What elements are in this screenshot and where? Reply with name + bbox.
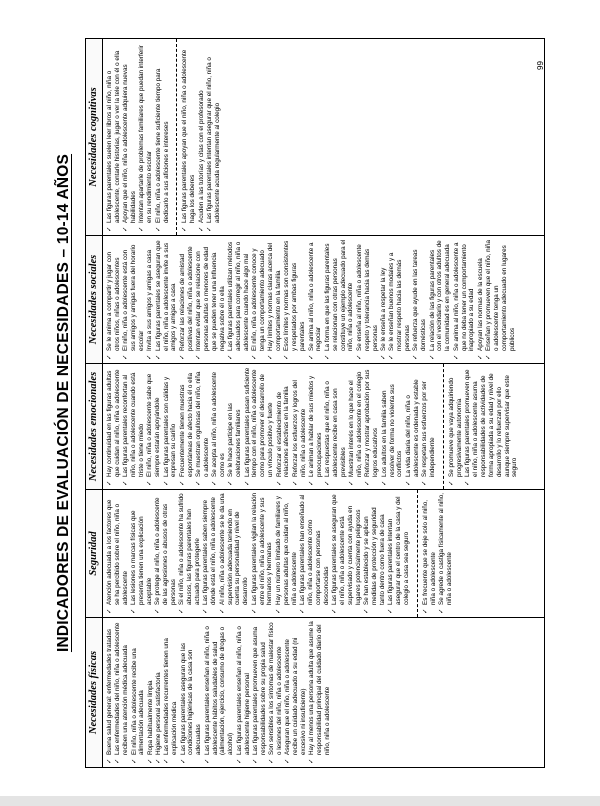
indicator-list	[181, 42, 221, 232]
indicator-text: Reforzar los esfuerzos y logros del niño, niña o adolescente	[291, 380, 307, 477]
indicator-text: Se respetan sus esfuerzos por ser independiente	[420, 381, 436, 477]
indicator-item	[275, 493, 299, 614]
checkmark-icon: ✓	[447, 480, 455, 486]
indicator-item	[122, 367, 146, 486]
indicator-item	[308, 367, 324, 486]
column-body	[103, 490, 544, 617]
indicator-item	[106, 367, 122, 486]
checkmark-icon: ✓	[379, 354, 387, 360]
indicator-item	[308, 621, 332, 764]
checkmark-icon: ✓	[197, 226, 205, 232]
indicator-text: Las lesiones o marcas físicas que presenta tienen una explicación aceptable	[130, 510, 153, 605]
indicator-item	[219, 493, 251, 614]
checkmark-icon: ✓	[235, 758, 243, 764]
table-column	[86, 39, 544, 235]
checkmark-icon: ✓	[130, 758, 138, 764]
checkmark-icon: ✓	[251, 758, 259, 764]
indicator-text: Hay límites y normas claras acerca del comportamiento en la familia	[267, 242, 283, 351]
checkmark-icon: ✓	[421, 608, 429, 614]
checkmark-icon: ✓	[106, 354, 113, 360]
indicator-list	[106, 493, 411, 614]
checkmark-icon: ✓	[218, 608, 226, 614]
indicator-item	[138, 42, 154, 232]
column-body	[103, 236, 544, 363]
indicator-text: Muestran interés en lo que hace el niño, niña o adolescente en el colegio	[348, 371, 364, 477]
indicator-item	[179, 367, 195, 486]
indicator-text: El niño, niña o adolescente sabe que siempre estarán apoyándole	[146, 373, 162, 477]
indicator-text: Aseguran que el niño, niña o adolescente recibe un cuidado adecuado a su edad (ni excesivo ni insuficiente)	[284, 637, 308, 755]
checkmark-icon: ✓	[307, 354, 315, 360]
checkmark-icon: ✓	[178, 354, 186, 360]
indicator-item	[438, 493, 454, 614]
indicator-item	[292, 367, 308, 486]
indicator-item	[146, 367, 162, 486]
indicator-item	[122, 239, 146, 360]
checkmark-icon: ✓	[130, 608, 138, 614]
indicator-text: Reforzar y mostrar aprobación por sus logros educativos	[364, 369, 380, 477]
table-column	[86, 617, 544, 767]
indicator-text: Las figuras parentales saben siempre dónde está el niño, niña o adolescente	[202, 497, 218, 605]
indicator-text: Le animan a hablar de sus miedos y preocupaciones	[307, 375, 323, 477]
indicator-text: Las figuras parentales promueven que asuma responsabilidades sobre su propia salud	[251, 626, 267, 755]
indicator-item	[244, 367, 276, 486]
checkmark-icon: ✓	[203, 758, 211, 764]
checkmark-icon: ✓	[464, 480, 471, 486]
checkmark-icon: ✓	[138, 226, 146, 232]
checkmark-icon: ✓	[250, 608, 258, 614]
indicator-item	[227, 367, 243, 486]
checkmark-icon: ✓	[275, 480, 283, 486]
indicator-item	[227, 239, 251, 360]
indicator-text: Las figuras parentales enseñan al niño, niña o adolescente hábitos saludables de salud (alimentación, ejercicio, consumo de drogas o alcohol)	[203, 626, 235, 755]
indicator-text: Apoyan las normas de la escuela	[476, 258, 484, 351]
indicator-text: La relación de las figuras parentales con el vecindario y con otros adultos de la comunidad es en general adecuada	[428, 240, 452, 351]
indicator-item	[380, 239, 388, 360]
checkmark-icon: ✓	[452, 354, 460, 360]
indicator-item	[448, 367, 464, 486]
indicator-item	[195, 367, 211, 486]
checkmark-icon: ✓	[202, 608, 210, 614]
indicator-text: Se le enseñan buenos modales y a mostrar respeto hacia las demás personas	[388, 252, 411, 351]
indicator-item	[206, 42, 222, 232]
table-column	[86, 235, 544, 363]
checkmark-icon: ✓	[298, 608, 306, 614]
indicator-text: El niño, niña o adolescente tiene suficiente tiempo para dedicarlo a sus aficiones e intereses	[154, 68, 170, 223]
indicator-item	[155, 239, 179, 360]
indicator-item	[331, 493, 363, 614]
checkmark-icon: ✓	[162, 480, 170, 486]
column-heading: Necesidades emocionales	[86, 364, 103, 489]
indicator-list	[106, 239, 517, 360]
indicator-text: Esos límites y normas son consistentes y respetados por ambas figuras parentales	[283, 240, 307, 351]
indicator-text: Se le hace participe en las celebraciones familiares	[227, 403, 243, 477]
checkmark-icon: ✓	[163, 758, 171, 764]
checkmark-icon: ✓	[412, 354, 420, 360]
page-number: 99	[536, 61, 545, 70]
indicator-item	[179, 239, 195, 360]
indicator-text: Al niño, niña o adolescente se le da una supervisión adecuada teniendo en cuenta su personalidad y nivel de desarrollo	[218, 493, 250, 605]
indicator-text: Son sensibles a los síntomas de malestar físico o lesiones del niño, niña o adolescente	[268, 622, 283, 755]
indicator-item	[122, 42, 138, 232]
indicator-text: Las figuras parentales vigilan la relación entre el niño, niña o adolescente y sus hermanos y hermanas	[250, 492, 274, 605]
checkmark-icon: ✓	[268, 758, 276, 764]
checkmark-icon: ✓	[323, 354, 331, 360]
checkmark-icon: ✓	[485, 354, 493, 360]
checkmark-icon: ✓	[122, 226, 130, 232]
checkmark-icon: ✓	[251, 354, 259, 360]
checkmark-icon: ✓	[179, 758, 187, 764]
indicator-text: Las figuras parentales reconfortan al niño, niña o adolescente cuando está triste o tiene miedo	[122, 372, 146, 477]
indicator-text: Las figuras parentales intentan asegurar que el centro de la casa y del colegio a casa sea seguro	[387, 496, 410, 605]
checkmark-icon: ✓	[106, 608, 113, 614]
checkmark-icon: ✓	[106, 480, 113, 486]
indicator-text: Las figuras parentales promueven que el niño, niña o adolescente asuma responsabilidades de actividades de forma apropiada a su edad y nivel de desarrollo y lo refuerzan por ello aunque siempre supervisar que este seguro	[464, 369, 519, 477]
indicator-item	[284, 621, 308, 764]
checkmark-icon: ✓	[194, 354, 202, 360]
checkmark-icon: ✓	[267, 354, 275, 360]
indicator-item	[163, 621, 179, 764]
indicator-item	[106, 493, 130, 614]
indicator-item	[252, 621, 268, 764]
indicator-text: Las figuras parentales apoyan que el niño, niña o adolescente haga los deberes	[181, 49, 197, 223]
indicator-text: Las figuras parentales han enseñado al niño, niña o adolescente cómo comportarse con personas desconocidas	[298, 494, 330, 605]
checkmark-icon: ✓	[243, 480, 251, 486]
indicator-text: Intentan evitar que se relacione con personas adultas o menores de edad que se pueden tener una influencia negativa sobre él o ella	[194, 247, 226, 351]
indicator-item	[130, 493, 154, 614]
indicator-text: Las figuras parentales son cálidas y expresan su cariño	[162, 376, 178, 477]
indicator-text: Se han establecido y se aplican medidas de protección y seguridad tanto dentro como fuera de casa	[362, 507, 386, 605]
table-column	[86, 489, 544, 617]
checkmark-icon: ✓	[122, 480, 130, 486]
indicator-item	[180, 621, 204, 764]
checkmark-icon: ✓	[146, 354, 154, 360]
indicator-list	[106, 42, 170, 232]
indicator-list	[106, 621, 332, 764]
indicator-item	[387, 493, 411, 614]
indicator-list	[448, 367, 520, 486]
indicator-item	[477, 239, 485, 360]
checkmark-icon: ✓	[404, 480, 412, 486]
indicator-text: Reforzar las relaciones de amistad positivas del niño, niña o adolescente	[178, 246, 194, 351]
indicator-item	[485, 239, 517, 360]
column-heading: Necesidades físicas	[86, 618, 103, 767]
indicator-item	[429, 239, 453, 360]
checkmark-icon: ✓	[308, 758, 316, 764]
indicator-item	[106, 239, 122, 360]
checkmark-icon: ✓	[355, 354, 363, 360]
indicator-text: Se refuerza que ayude en las tareas domésticas	[412, 249, 428, 351]
indicator-item	[146, 239, 154, 360]
checkmark-icon: ✓	[154, 608, 162, 614]
indicator-text: Hay un número limitado de familiares y personas adultas que cuidan al niño, niña o adolescente	[274, 496, 298, 605]
indicator-list	[106, 367, 437, 486]
indicator-item	[267, 239, 283, 360]
indicator-item	[251, 493, 275, 614]
table-column	[86, 363, 544, 489]
checkmark-icon: ✓	[226, 354, 234, 360]
indicator-text: Las figuras parentales suelen leer libros al niño, niña o adolescente, contarle historias, jugar o ver la tele con él o ella	[106, 50, 121, 223]
indicator-text: Se acepta al niño, niña o adolescente como es	[211, 371, 227, 477]
indicator-text: Se le enseña a respetar la ley	[379, 267, 387, 351]
indicator-item	[308, 239, 324, 360]
checkmark-icon: ✓	[205, 226, 213, 232]
checkmark-icon: ✓	[324, 480, 332, 486]
checkmark-icon: ✓	[330, 608, 338, 614]
indicator-text: Se anima al niño, niña o adolescente a que no deba tener un comportamiento inapropiado a su edad	[452, 242, 476, 351]
indicator-item	[299, 493, 331, 614]
checkmark-icon: ✓	[437, 608, 445, 614]
indicator-item	[198, 42, 206, 232]
indicator-text: Las figuras parentales se aseguran que el niño, niña o adolescente invite a sus amigos y amigas a casa	[154, 240, 178, 351]
column-body	[103, 618, 544, 767]
indicator-text: El niño, niña o adolescente recibe una alimentación adecuada	[130, 648, 146, 755]
indicator-text: Frecuentemente tienen muestras espontáneas de afecto hacia él o ella	[178, 373, 194, 477]
indicator-item	[163, 367, 179, 486]
indicator-text: El niño, niña o adolescente conoce y tenga un comportamiento adecuado	[251, 248, 266, 351]
indicator-text: Ropa habitualmente limpia	[146, 680, 154, 755]
indicator-text: Las figuras parentales intentan asegurar que el niño, niña o adolescente acuda regularmente al colegio	[205, 57, 221, 223]
checkmark-icon: ✓	[476, 354, 484, 360]
indicator-text: Apoyan que el niño, niña o adolescente adquiera nuevas habilidades	[122, 64, 138, 223]
indicator-text: Hay al menos una persona adulta que asume la responsabilidad principal del cuidado diario del niño, niña o adolescente	[308, 621, 332, 755]
checkmark-icon: ✓	[154, 226, 162, 232]
indicator-text: El niño, niña o adolescente está con sus amigos y amigas fuera del horario escolar	[122, 244, 146, 351]
rotated-content	[55, 38, 545, 768]
indicator-text: Se anima al niño, niña o adolescente a negociar	[307, 242, 323, 351]
checkmark-icon: ✓	[388, 354, 396, 360]
indicator-text: Se muestran orgullosas del niño, niña o adolescente	[194, 371, 210, 477]
checkmark-icon: ✓	[178, 480, 186, 486]
indicator-text: Las respuestas que el niño, niña o adolescente recibe en casa son previsibles	[324, 381, 347, 477]
dashed-divider	[417, 490, 418, 617]
indicator-item	[114, 621, 130, 764]
indicator-text: Las figuras parentales se aseguran que el niño, niña o adolescente está supervisado y cuenta con ayuda en lugares potencialmente peligrosos	[330, 494, 362, 605]
indicator-text: Las figuras parentales pasan suficiente tiempo con el niño, niña o adolescente como para promover el desarrollo de un vínculo positivo y fuerte	[243, 367, 275, 477]
checkmark-icon: ✓	[307, 480, 315, 486]
indicator-text: Las figuras parentales aseguran que las condiciones higiénicas de la casa son adecuadas	[179, 642, 203, 755]
indicator-item	[106, 42, 122, 232]
column-body	[103, 364, 544, 489]
indicator-text: Hay continuidad en las figuras adultas que cuidan al niño, niña o adolescente	[106, 369, 121, 477]
indicator-item	[405, 367, 421, 486]
indicator-item	[283, 239, 307, 360]
indicator-item	[421, 367, 437, 486]
checkmark-icon: ✓	[283, 354, 291, 360]
checkmark-icon: ✓	[380, 480, 388, 486]
indicator-text: La forma en que las figuras parentales se relacionan con otras personas constituye un ejemplo adecuado para el niño, niña o adolescente	[323, 239, 355, 351]
indicator-text: Se agrede o castiga físicamente al niño, niña o adolescente	[437, 492, 453, 605]
indicator-text: La vida diaria del niño, niña o adolescente es ordenada y estable	[404, 379, 420, 477]
indicator-item	[181, 42, 197, 232]
checkmark-icon: ✓	[155, 758, 162, 764]
checkmark-icon: ✓	[348, 480, 356, 486]
indicator-text: Se enseña al niño, niña o adolescente respeto y tolerancia hacia las demás personas	[355, 244, 379, 351]
indicator-item	[464, 367, 519, 486]
checkmark-icon: ✓	[420, 480, 428, 486]
checkmark-icon: ✓	[114, 758, 122, 764]
indicator-text: Se promueve que vaya adquiriendo progresivamente autonomía	[447, 377, 463, 477]
indicator-item	[154, 493, 178, 614]
indicator-text: Los adultos en la familia saben resolver de forma no violenta sus conflictos	[380, 384, 404, 477]
indicator-item	[155, 621, 163, 764]
checkmark-icon: ✓	[154, 354, 162, 360]
indicator-text: Se le anima a compartir y jugar con otros niños, niñas o adolescentes	[106, 251, 121, 351]
indicator-list	[422, 493, 454, 614]
checkmark-icon: ✓	[362, 608, 370, 614]
indicator-text: Se protege al niño, niña o adolescente de las agresiones o abusos de otras personas	[154, 497, 178, 605]
checkmark-icon: ✓	[106, 226, 113, 232]
column-body	[103, 39, 544, 235]
indicator-item	[236, 621, 252, 764]
indicator-item	[324, 367, 348, 486]
checkmark-icon: ✓	[387, 608, 395, 614]
checkmark-icon: ✓	[178, 608, 186, 614]
bottom-strip	[0, 796, 600, 806]
indicator-text: Reforzar el establecimiento de relaciones afectivas en la familia	[275, 386, 291, 477]
needs-table	[85, 38, 545, 768]
indicator-item	[202, 493, 218, 614]
checkmark-icon: ✓	[181, 226, 189, 232]
indicator-item	[147, 621, 155, 764]
indicator-text: Es frecuente que se deje solo al niño, niña o adolescente	[421, 499, 437, 605]
indicator-text: Atención adecuada a los factores que se ha percibido sobre el niño, niña o adolescente	[106, 499, 129, 605]
indicator-text: Intentan apartarle de problemas familiares que puedan interferir en su rendimiento escolar	[138, 45, 154, 223]
column-heading: Necesidades cognitivas	[86, 39, 103, 235]
indicator-item	[211, 367, 227, 486]
indicator-item	[348, 367, 364, 486]
indicator-item	[324, 239, 356, 360]
indicator-text: Si el niño, niña o adolescente ha sufrido abusos, las figuras parentales han actuado para protegerle	[178, 493, 202, 605]
indicator-item	[412, 239, 428, 360]
indicator-text: Buena salud general: enfermedades tratadas	[106, 628, 113, 755]
indicator-item	[388, 239, 412, 360]
indicator-item	[131, 621, 147, 764]
checkmark-icon: ✓	[146, 480, 154, 486]
page-title: INDICADORES DE EVALUACIÓN DE NECESIDADES – 10-14 AÑOS	[55, 153, 72, 653]
indicator-item	[422, 493, 438, 614]
checkmark-icon: ✓	[211, 480, 219, 486]
indicator-item	[195, 239, 227, 360]
indicator-item	[276, 367, 292, 486]
column-heading: Necesidades sociales	[86, 236, 103, 363]
indicator-text: Las enfermedades del niño, niña o adolescente reciben una atención médica adecuada	[114, 622, 130, 755]
indicator-item	[364, 367, 380, 486]
indicator-item	[155, 42, 171, 232]
indicator-item	[381, 367, 405, 486]
indicator-text: Enseñan y promueven que el niño, niña o adolescente tenga un comportamiento adecuado en lugares públicos	[485, 240, 516, 351]
checkmark-icon: ✓	[122, 354, 130, 360]
dashed-divider	[443, 364, 444, 489]
indicator-text: Las figuras parentales utilizan métodos adecuados para corregir al niño, niña o adolescente cuando hace algo mal	[226, 241, 250, 351]
indicator-text: Invita a sus amigos y amigas a casa	[146, 249, 154, 351]
indicator-item	[106, 621, 114, 764]
checkmark-icon: ✓	[146, 758, 154, 764]
indicator-item	[356, 239, 380, 360]
checkmark-icon: ✓	[284, 758, 292, 764]
checkmark-icon: ✓	[194, 480, 202, 486]
checkmark-icon: ✓	[227, 480, 235, 486]
column-heading: Seguridad	[86, 490, 103, 617]
checkmark-icon: ✓	[274, 608, 282, 614]
dashed-divider	[176, 39, 177, 235]
indicator-text: Las enfermedades recurrentes tienen una explicación médica	[163, 638, 179, 755]
checkmark-icon: ✓	[364, 480, 372, 486]
indicator-text: Las figuras parentales enseñan al niño, niña o adolescente higiene personal	[235, 626, 251, 755]
indicator-item	[268, 621, 284, 764]
indicator-text: Acuden a las tutorías y citas con el profesorado	[197, 90, 205, 223]
indicator-item	[453, 239, 477, 360]
checkmark-icon: ✓	[106, 758, 113, 764]
checkmark-icon: ✓	[291, 480, 299, 486]
checkmark-icon: ✓	[428, 354, 436, 360]
indicator-item	[204, 621, 236, 764]
indicator-item	[251, 239, 267, 360]
indicator-item	[363, 493, 387, 614]
indicator-item	[178, 493, 202, 614]
indicator-text: Higiene personal satisfactoria	[155, 672, 162, 755]
